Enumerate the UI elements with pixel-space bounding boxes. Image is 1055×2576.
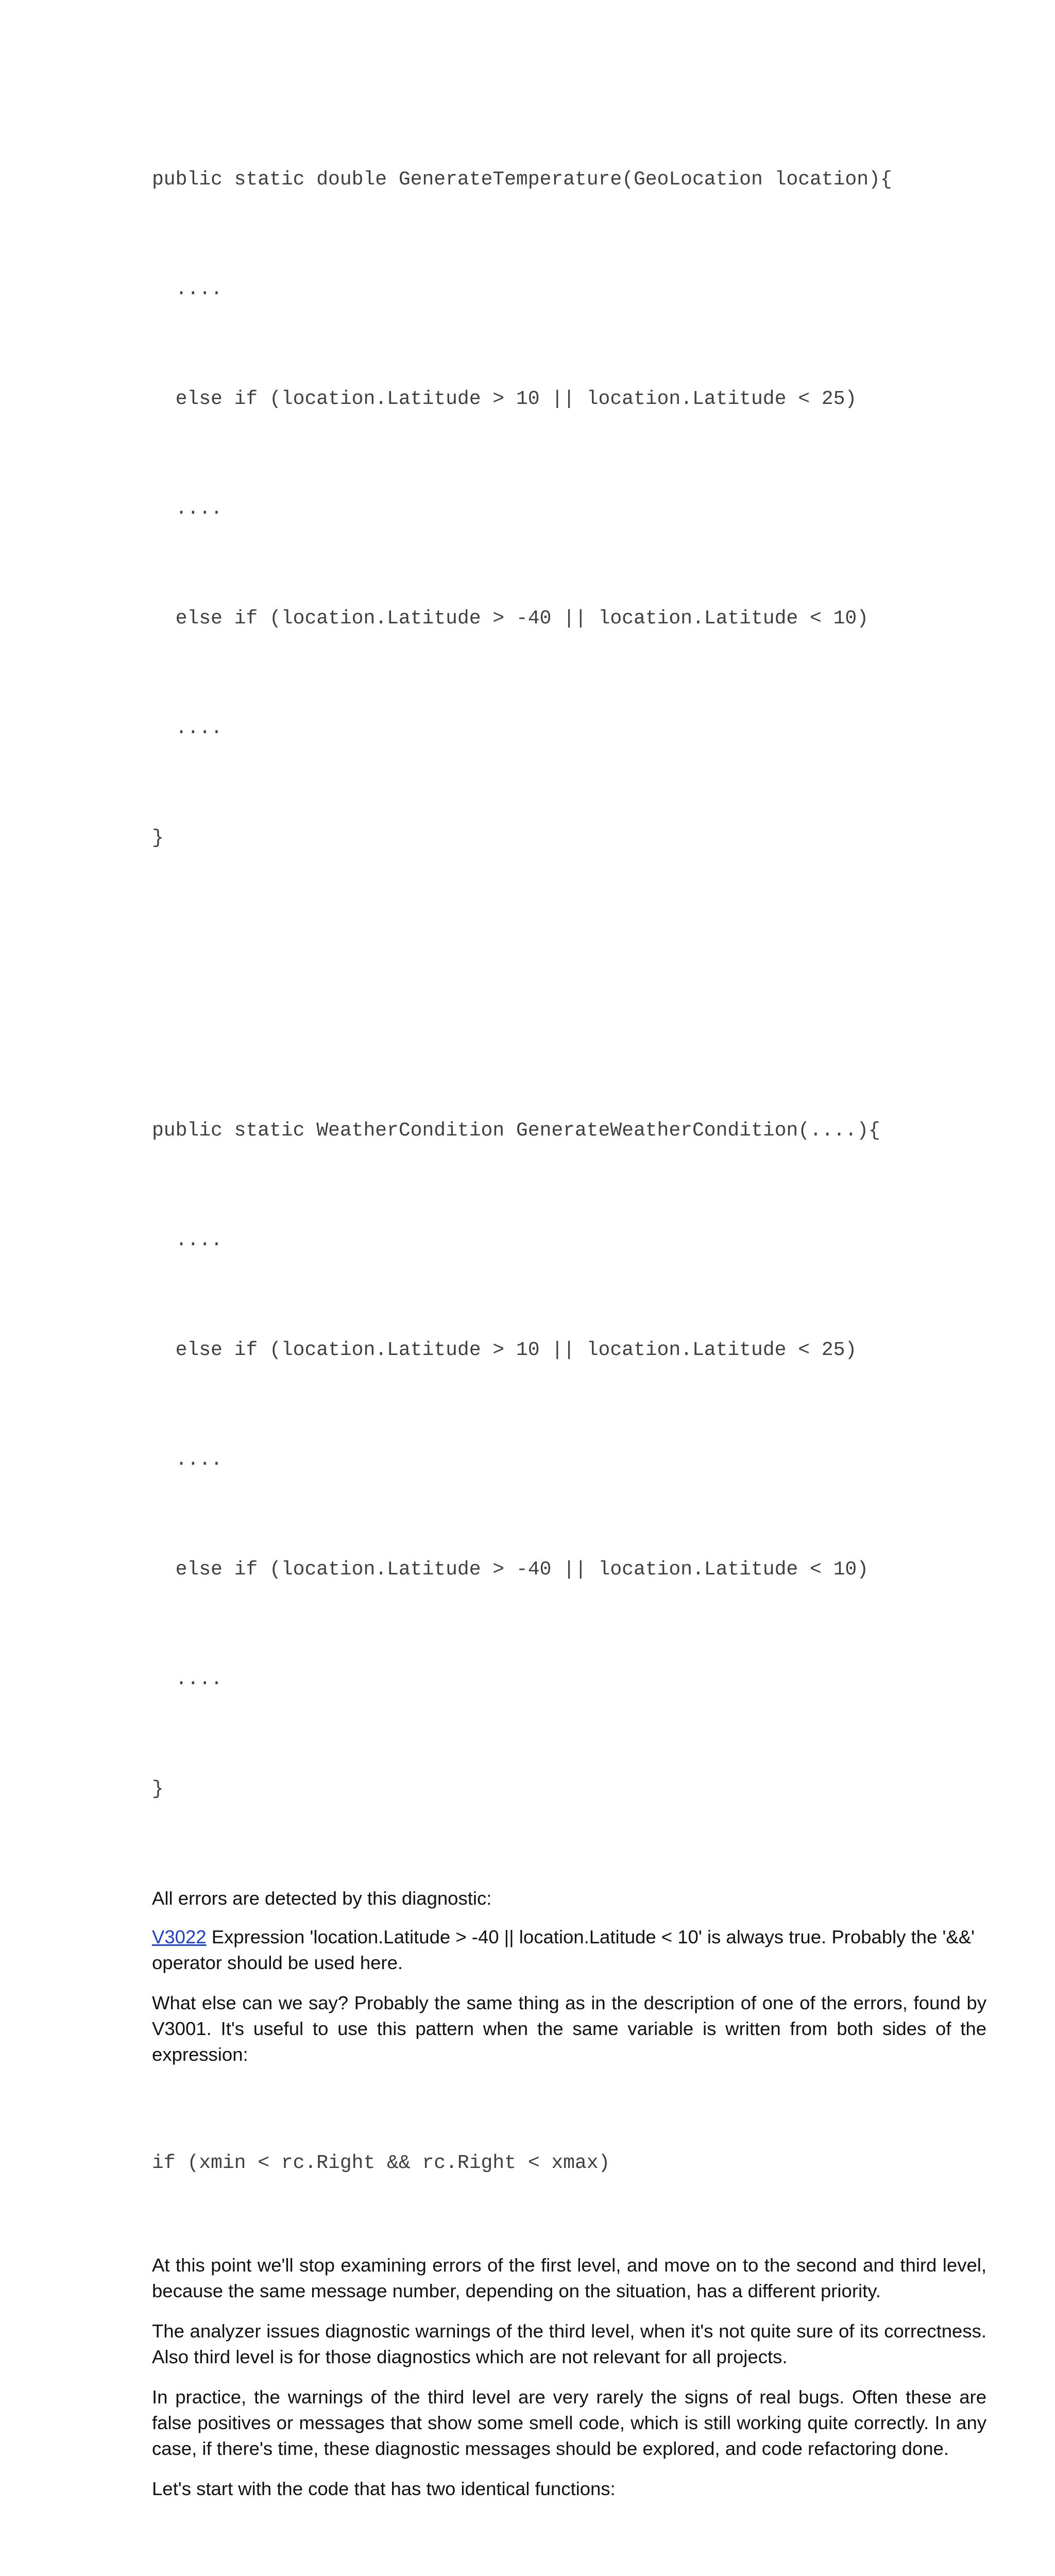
code-line: } bbox=[152, 827, 164, 849]
code-line: else if (location.Latitude > -40 || location.Latitude < 10) bbox=[152, 607, 869, 630]
code-line: else if (location.Latitude > 10 || location.Latitude < 25) bbox=[152, 388, 857, 410]
code-line: public static double GenerateTemperature(GeoLocation location){ bbox=[152, 168, 892, 191]
paragraph-analyzer: The analyzer issues diagnostic warnings of the third level, when it's not quite sure of its correctness. Also third level is for those diagnostics which are not relevant for all projects. bbox=[152, 2320, 986, 2367]
blank-line bbox=[152, 929, 986, 966]
paragraph-what-else: What else can we say? Probably the same thing as in the description of one of the errors, found by V3001. It's useful to use this pattern when the same variable is written from both sides of the expression: bbox=[152, 1992, 986, 2065]
code-line: .... bbox=[152, 1668, 223, 1690]
paragraph-stop: At this point we'll stop examining errors of the first level, and move on to the second and third level, because the same message number, depending on the situation, has a different priority. bbox=[152, 2255, 986, 2301]
code-block-generate-temperature bbox=[152, 88, 986, 1039]
code-line: public static WeatherCondition GenerateWeatherCondition(....){ bbox=[152, 1120, 880, 1142]
code-pattern bbox=[152, 2072, 986, 2255]
code-line: else if (location.Latitude > 10 || location.Latitude < 25) bbox=[152, 1339, 857, 1361]
paragraph-detected: All errors are detected by this diagnostic: bbox=[152, 1888, 492, 1909]
document-page bbox=[152, 90, 986, 2576]
paragraph-lets-start: Let's start with the code that has two identical functions: bbox=[152, 2478, 616, 2499]
paragraph-practice: In practice, the warnings of the third level are very rarely the signs of real bugs. Often these are false positives or messages that show some smell code, which is still working quite correctly. In any case, if there's time, these diagnostic messages should be explored, and code refactoring done. bbox=[152, 2386, 986, 2459]
code-line: else if (location.Latitude > -40 || location.Latitude < 10) bbox=[152, 1558, 869, 1581]
code-block-generate-weather-condition bbox=[152, 1039, 986, 1880]
code-line: .... bbox=[152, 278, 223, 300]
code-line: .... bbox=[152, 498, 223, 520]
code-line: .... bbox=[152, 1229, 223, 1251]
diagnostic-message: Expression 'location.Latitude > -40 || location.Latitude < 10' is always true. Probably the '&&' operator should be used here. bbox=[152, 1926, 975, 1973]
diagnostic-link-v3022[interactable]: V3022 bbox=[152, 1926, 207, 1947]
code-line: } bbox=[152, 1778, 164, 1800]
code-line: if (xmin < rc.Right && rc.Right < xmax) bbox=[152, 2152, 610, 2174]
code-line: .... bbox=[152, 717, 223, 739]
paragraph-diagnostic bbox=[152, 1924, 986, 1976]
code-block-ramp bbox=[152, 2506, 986, 2576]
code-line: .... bbox=[152, 1449, 223, 1471]
